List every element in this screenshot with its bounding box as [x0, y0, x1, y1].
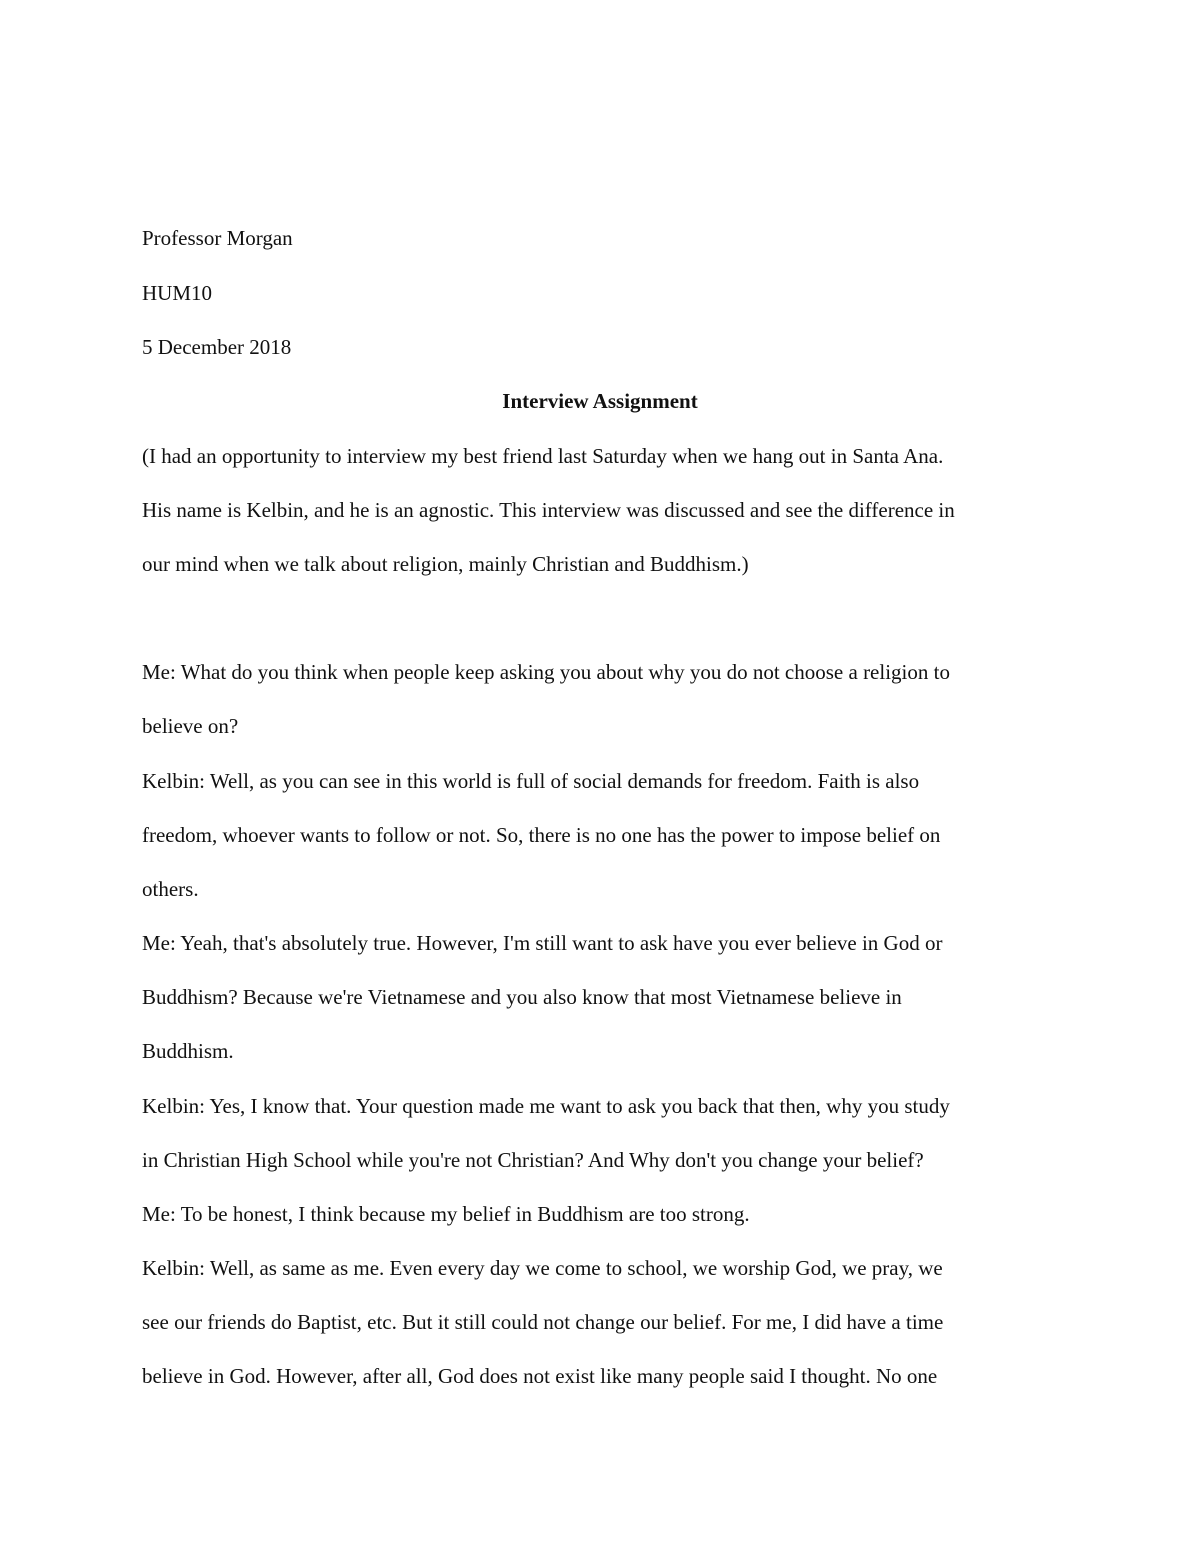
dialogue-line: see our friends do Baptist, etc. But it still could not change our belief. For me, I did have a time [142, 1310, 944, 1334]
dialogue-line: Buddhism. [142, 1039, 234, 1063]
dialogue-line: Kelbin: Well, as same as me. Even every day we come to school, we worship God, we pray, we [142, 1256, 943, 1280]
dialogue-line: Kelbin: Well, as you can see in this world is full of social demands for freedom. Faith is also [142, 769, 920, 793]
intro-line: our mind when we talk about religion, mainly Christian and Buddhism.) [142, 552, 749, 576]
page-title: Interview Assignment [502, 389, 698, 413]
dialogue-line: freedom, whoever wants to follow or not. So, there is no one has the power to impose belief on [142, 823, 941, 847]
dialogue-line: Me: To be honest, I think because my belief in Buddhism are too strong. [142, 1202, 750, 1226]
dialogue-line: Kelbin: Yes, I know that. Your question made me want to ask you back that then, why you study [142, 1094, 950, 1118]
date-line: 5 December 2018 [142, 335, 292, 359]
dialogue-line: Me: Yeah, that's absolutely true. However, I'm still want to ask have you ever believe in God or [142, 931, 943, 955]
professor-name: Professor Morgan [142, 226, 293, 250]
intro-line: His name is Kelbin, and he is an agnostic. This interview was discussed and see the difference in [142, 498, 955, 522]
course-code: HUM10 [142, 281, 213, 305]
dialogue-line: believe on? [142, 714, 239, 738]
dialogue-line: Buddhism? Because we're Vietnamese and you also know that most Vietnamese believe in [142, 985, 902, 1009]
dialogue-line: others. [142, 877, 199, 901]
dialogue-line: believe in God. However, after all, God does not exist like many people said I thought. No one [142, 1364, 938, 1388]
intro-line: (I had an opportunity to interview my best friend last Saturday when we hang out in Santa Ana. [142, 444, 944, 468]
dialogue-line: in Christian High School while you're not Christian? And Why don't you change your belief? [142, 1148, 924, 1172]
dialogue-line: Me: What do you think when people keep asking you about why you do not choose a religion to [142, 660, 950, 684]
